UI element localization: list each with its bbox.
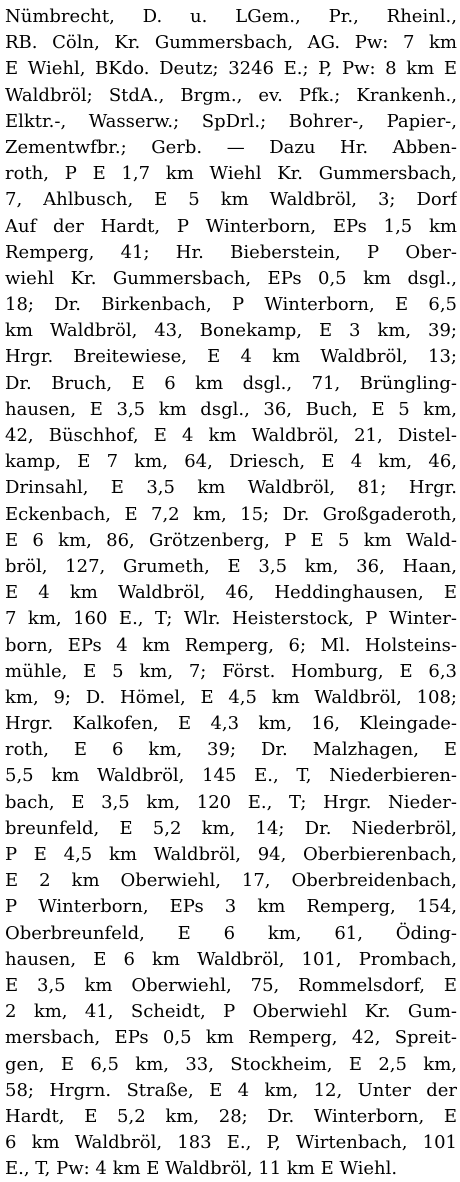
entry-line: Auf der Hardt, P Winterborn, EPs 1,5 km [5,215,457,237]
entry-line: roth, E 6 km, 39; Dr. Malzhagen, E [5,739,457,761]
entry-line: Elktr.-, Wasserw.; SpDrl.; Bohrer-, Papier-, [5,110,457,132]
entry-line: E 2 km Oberwiehl, 17, Oberbreidenbach, [5,870,457,892]
entry-line: breunfeld, E 5,2 km, 14; Dr. Niederbröl, [5,817,457,839]
entry-line: 6 km Waldbröl, 183 E., P, Wirtenbach, 101 [5,1132,457,1154]
gazetteer-entry-nuembrecht [5,4,457,1182]
entry-line: P E 4,5 km Waldbröl, 94, Oberbierenbach, [5,844,457,865]
entry-line: Oberbreunfeld, E 6 km, 61, Öding- [5,922,457,944]
entry-line: kamp, E 7 km, 64, Driesch, E 4 km, 46, [5,451,457,473]
entry-line: Waldbröl; StdA., Brgm., ev. Pfk.; Krankenh., [5,84,457,106]
entry-line: Hrgr. Breitewiese, E 4 km Waldbröl, 13; [5,346,457,368]
entry-line: E 3,5 km Oberwiehl, 75, Rommelsdorf, E [5,974,457,996]
entry-line: Zementwfbr.; Gerb. — Dazu Hr. Abben- [5,136,457,158]
entry-line: E 6 km, 86, Grötzenberg, P E 5 km Wald- [5,529,457,551]
entry-line: born, EPs 4 km Remperg, 6; Ml. Holsteins- [5,634,457,656]
entry-line: hausen, E 3,5 km dsgl., 36, Buch, E 5 km, [5,398,457,420]
entry-line: 42, Büschhof, E 4 km Waldbröl, 21, Distel- [5,425,457,446]
entry-line: gen, E 6,5 km, 33, Stockheim, E 2,5 km, [5,1053,457,1075]
entry-line: roth, P E 1,7 km Wiehl Kr. Gummersbach, [5,163,457,185]
entry-line: Hardt, E 5,2 km, 28; Dr. Winterborn, E [5,1105,457,1127]
entry-line: mühle, E 5 km, 7; Först. Homburg, E 6,3 [5,660,457,682]
entry-line: RB. Cöln, Kr. Gummersbach, AG. Pw: 7 km [5,32,457,54]
entry-line: 58; Hrgrn. Straße, E 4 km, 12, Unter der [5,1079,457,1101]
entry-line: 7, Ahlbusch, E 5 km Waldbröl, 3; Dorf [5,189,457,211]
entry-line: E., T, Pw: 4 km E Waldbröl, 11 km E Wiehl. [5,1158,398,1180]
entry-line: km Waldbröl, 43, Bonekamp, E 3 km, 39; [5,320,457,342]
entry-line: 5,5 km Waldbröl, 145 E., T, Niederbieren- [5,765,457,787]
entry-line: E 4 km Waldbröl, 46, Heddinghausen, E [5,582,457,604]
entry-line: bröl, 127, Grumeth, E 3,5 km, 36, Haan, [5,555,457,577]
entry-line: wiehl Kr. Gummersbach, EPs 0,5 km dsgl., [5,267,457,289]
entry-line: Eckenbach, E 7,2 km, 15; Dr. Großgaderoth, [5,503,457,525]
entry-line: km, 9; D. Hömel, E 4,5 km Waldbröl, 108; [5,686,457,708]
entry-line: hausen, E 6 km Waldbröl, 101, Prombach, [5,948,457,970]
entry-line: Hrgr. Kalkofen, E 4,3 km, 16, Kleingade- [5,713,457,735]
entry-line: Dr. Bruch, E 6 km dsgl., 71, Brüngling- [5,372,457,394]
entry-line: bach, E 3,5 km, 120 E., T; Hrgr. Nieder- [5,791,457,813]
entry-line: 7 km, 160 E., T; Wlr. Heisterstock, P Winter- [5,608,457,630]
entry-line: 18; Dr. Birkenbach, P Winterborn, E 6,5 [5,294,457,316]
entry-line: Nümbrecht, D. u. LGem., Pr., Rheinl., [5,6,457,27]
entry-line: E Wiehl, BKdo. Deutz; 3246 E.; P, Pw: 8 km E [5,58,457,80]
entry-line: mersbach, EPs 0,5 km Remperg, 42, Spreit- [5,1027,457,1049]
entry-line: Drinsahl, E 3,5 km Waldbröl, 81; Hrgr. [5,477,457,499]
entry-line: P Winterborn, EPs 3 km Remperg, 154, [5,896,457,918]
entry-line: Remperg, 41; Hr. Bieberstein, P Ober- [5,241,457,263]
entry-line: 2 km, 41, Scheidt, P Oberwiehl Kr. Gum- [5,1001,457,1023]
